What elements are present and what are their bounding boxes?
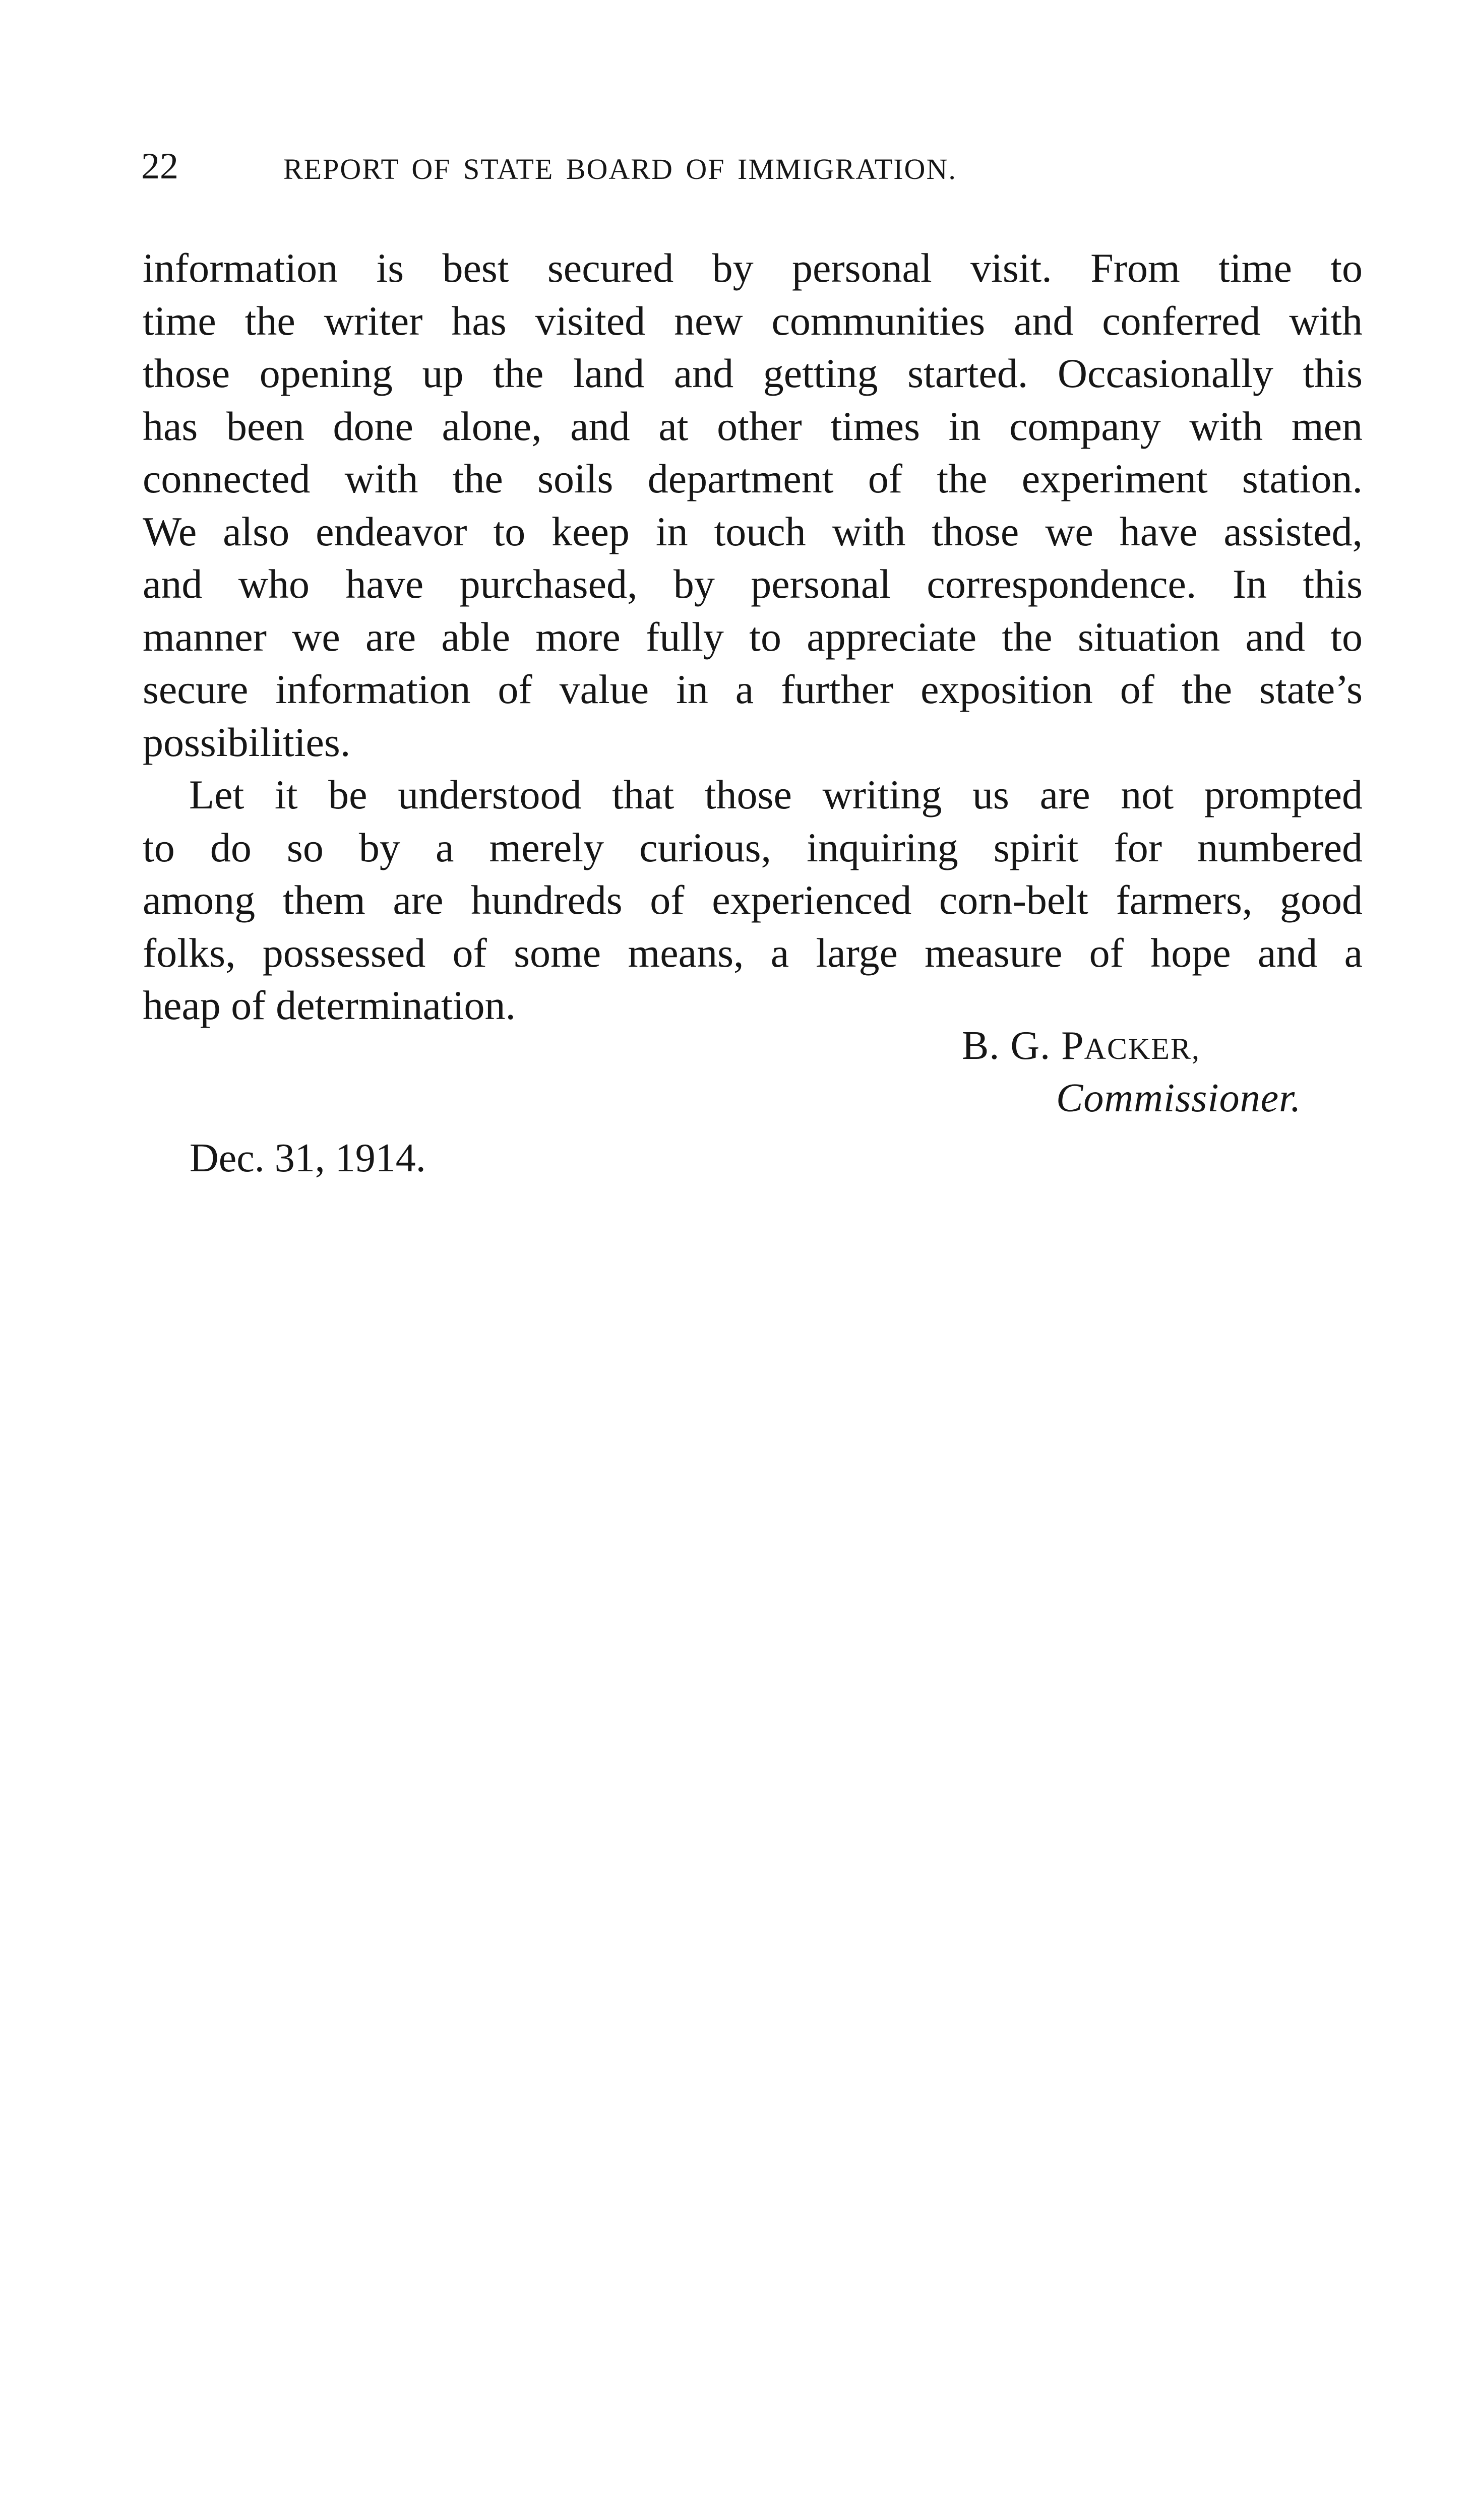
text-line: We also endeavor to keep in touch with those we have assisted, <box>143 508 1363 554</box>
text-line: secure information of value in a further exposition of the state’s <box>143 666 1363 712</box>
text-line: Let it be understood that those writing us are not prompted <box>189 772 1363 817</box>
text-line: time the writer has visited new communities and conferred with <box>143 297 1363 344</box>
text-line: and who have purchased, by personal correspondence. In this <box>143 561 1363 607</box>
text-line: has been done alone, and at other times in company with men <box>143 403 1363 449</box>
text-line: to do so by a merely curious, inquiring spirit for numbered <box>143 824 1363 870</box>
signatory-surname: ACKER, <box>1084 1032 1200 1065</box>
signatory-title: Commissioner. <box>1056 1076 1302 1120</box>
text-line: those opening up the land and getting started. Occasionally this <box>143 350 1363 396</box>
text-line: among them are hundreds of experienced corn-belt farmers, good <box>143 877 1363 923</box>
running-head: REPORT OF STATE BOARD OF IMMIGRATION. <box>283 153 957 185</box>
text-line: information is best secured by personal visit. From time to <box>143 245 1363 291</box>
signatory-initials: B. G. P <box>962 1024 1084 1068</box>
text-line: heap of determination. <box>143 982 516 1028</box>
text-line: possibilities. <box>143 719 351 765</box>
signatory-name <box>962 1021 1200 1074</box>
page-number: 22 <box>141 146 178 187</box>
signature-block <box>0 1021 1472 1131</box>
body-text <box>143 242 1363 1032</box>
text-line: connected with the soils department of the experiment station. <box>143 456 1363 501</box>
text-line: manner we are able more fully to appreciate the situation and to <box>143 613 1363 660</box>
document-date: Dec. 31, 1914. <box>190 1136 426 1180</box>
text-line: folks, possessed of some means, a large measure of hope and a <box>143 929 1363 976</box>
page-header <box>141 144 1361 189</box>
